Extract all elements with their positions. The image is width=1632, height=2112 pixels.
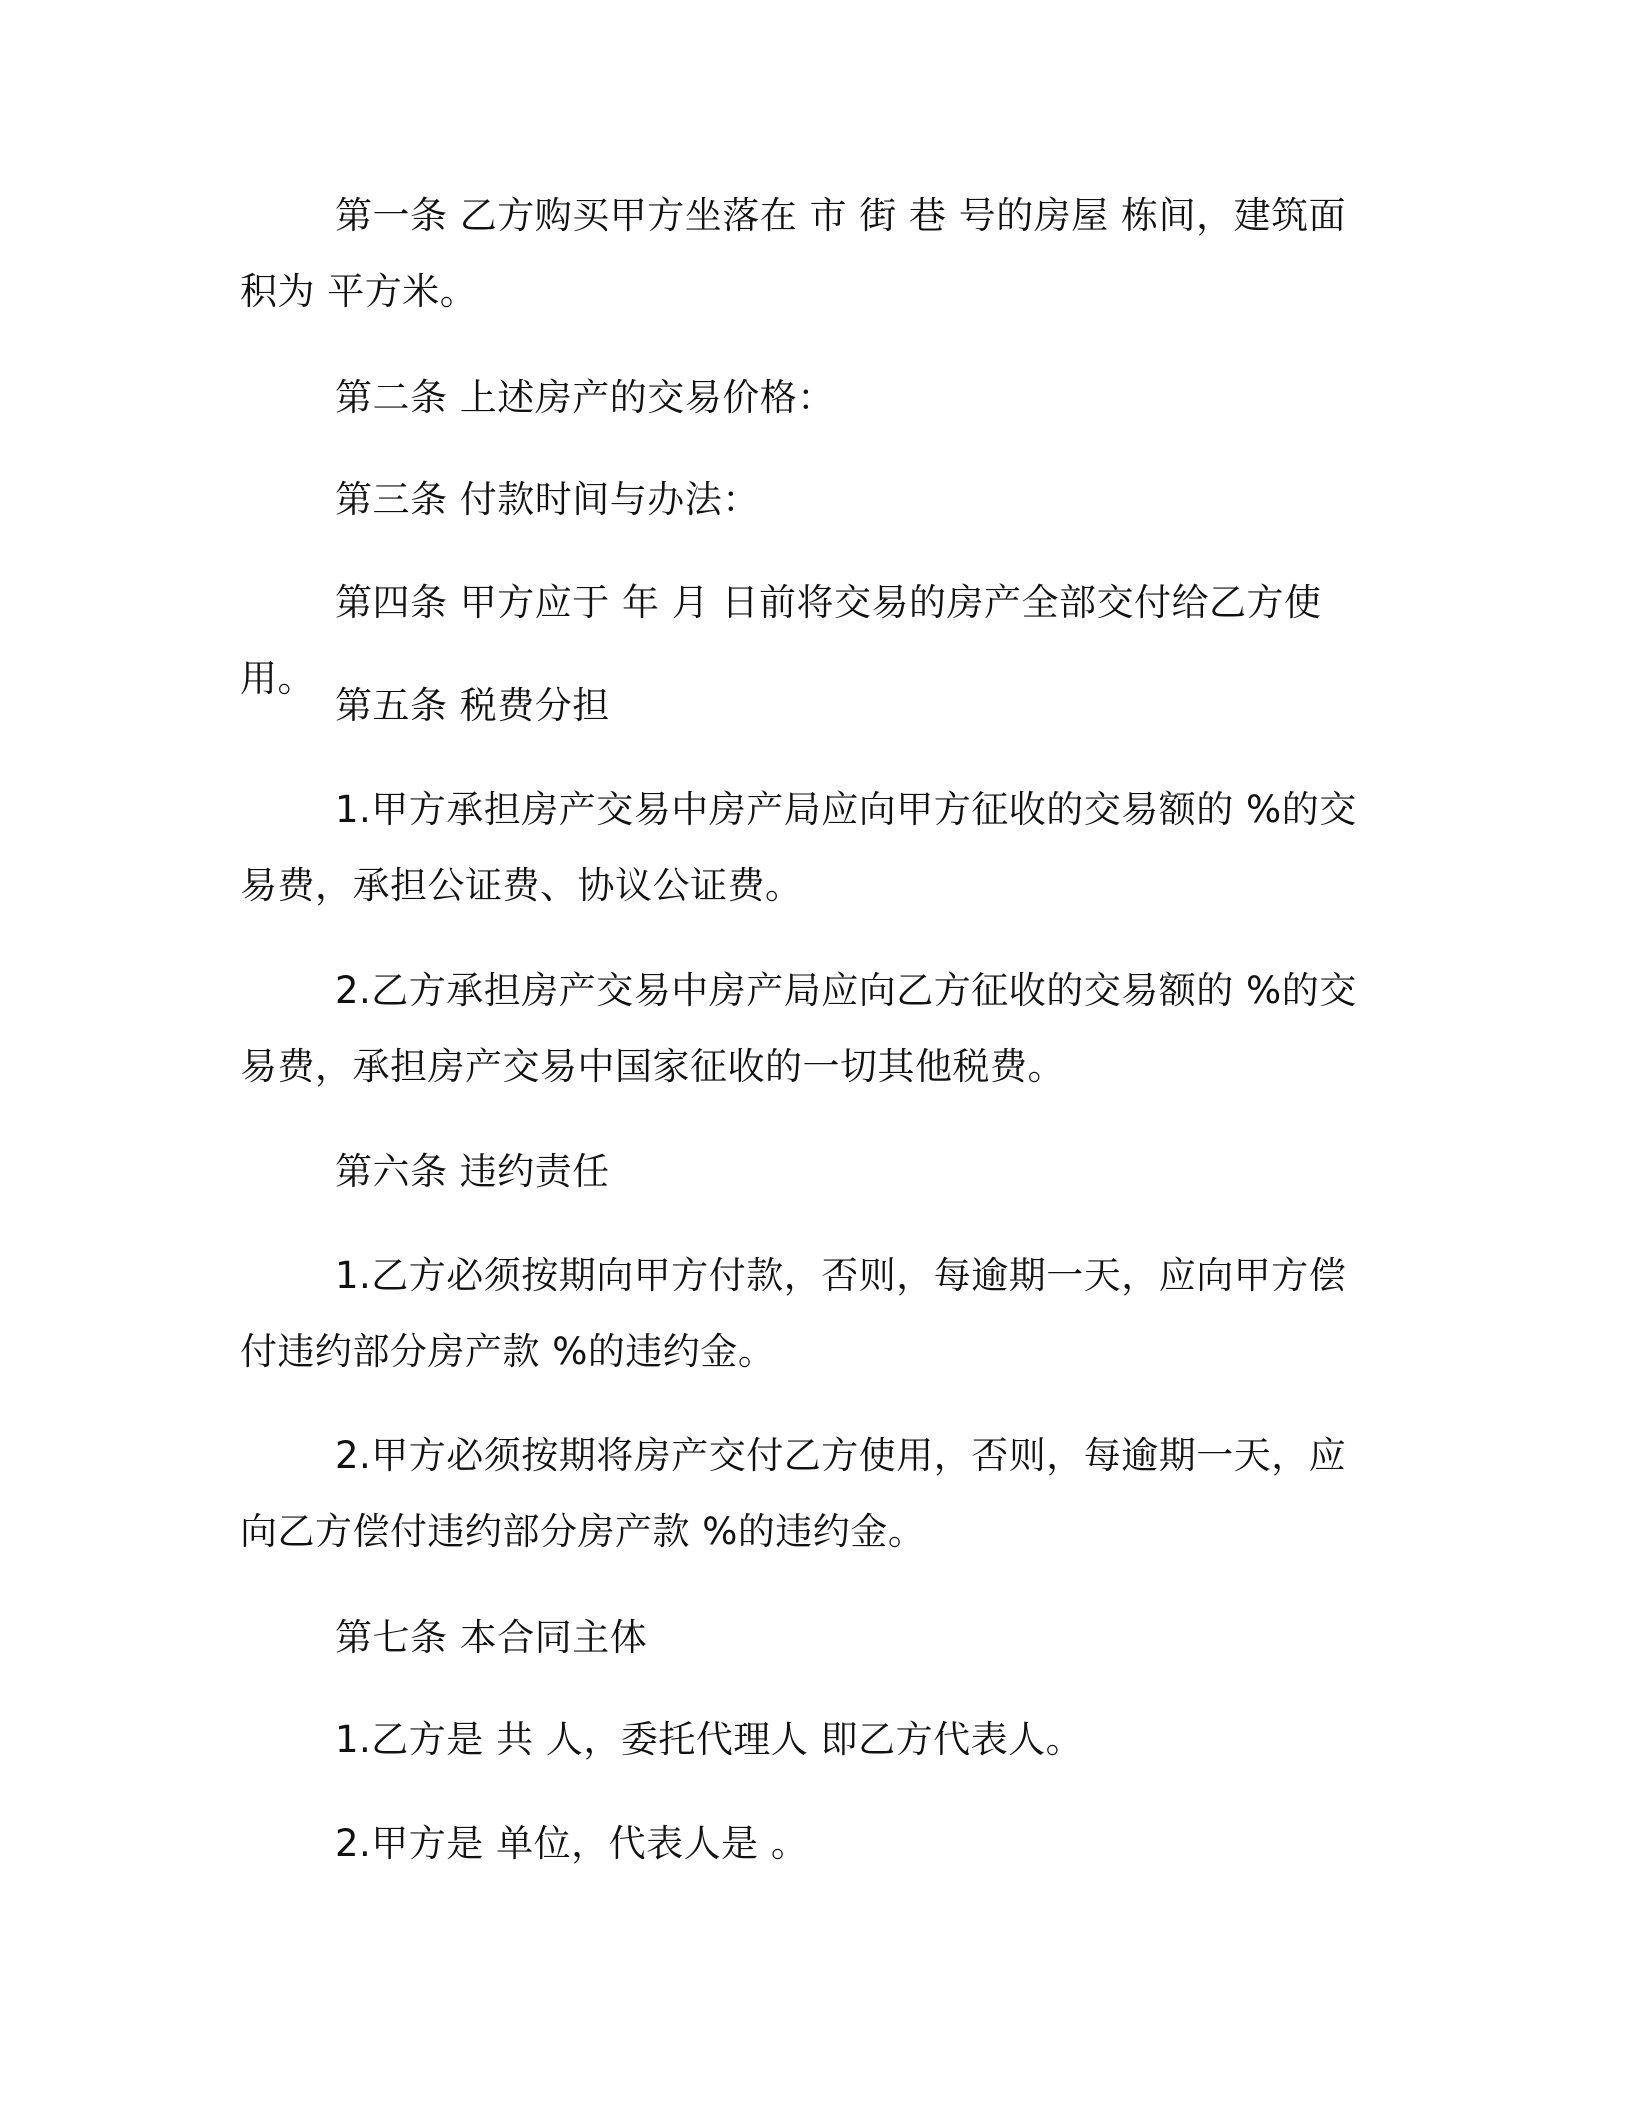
article-6-heading: 第六条 违约责任 xyxy=(335,1150,610,1193)
article-6-clause-2: 2.甲方必须按期将房产交付乙方使用，否则，每逾期一天，应向乙方偿付违约部分房产款 %的违约金。 xyxy=(240,1434,1347,1553)
article-2: 第二条 上述房产的交易价格： xyxy=(335,376,835,419)
article-5-heading: 第五条 税费分担 xyxy=(335,684,610,727)
article-5-clause-2: 2.乙方承担房产交易中房产局应向乙方征收的交易额的 %的交易费，承担房产交易中国家征收的一切其他税费。 xyxy=(240,969,1357,1088)
article-4: 第四条 甲方应于 年 月 日前将交易的房产全部交付给乙方使用。 xyxy=(240,581,1322,700)
article-1: 第一条 乙方购买甲方坐落在 市 街 巷 号的房屋 栋间，建筑面积为 平方米。 xyxy=(240,194,1347,313)
article-7-clause-1: 1.乙方是 共 人，委托代理人 即乙方代表人。 xyxy=(335,1718,1084,1761)
article-3: 第三条 付款时间与办法： xyxy=(335,478,760,521)
article-7-clause-2: 2.甲方是 单位，代表人是 。 xyxy=(335,1822,809,1865)
article-6-clause-1: 1.乙方必须按期向甲方付款，否则，每逾期一天，应向甲方偿付违约部分房产款 %的违约金。 xyxy=(240,1254,1347,1373)
article-7-heading: 第七条 本合同主体 xyxy=(335,1616,648,1659)
article-5-clause-1: 1.甲方承担房产交易中房产局应向甲方征收的交易额的 %的交易费，承担公证费、协议公证费。 xyxy=(240,788,1357,907)
